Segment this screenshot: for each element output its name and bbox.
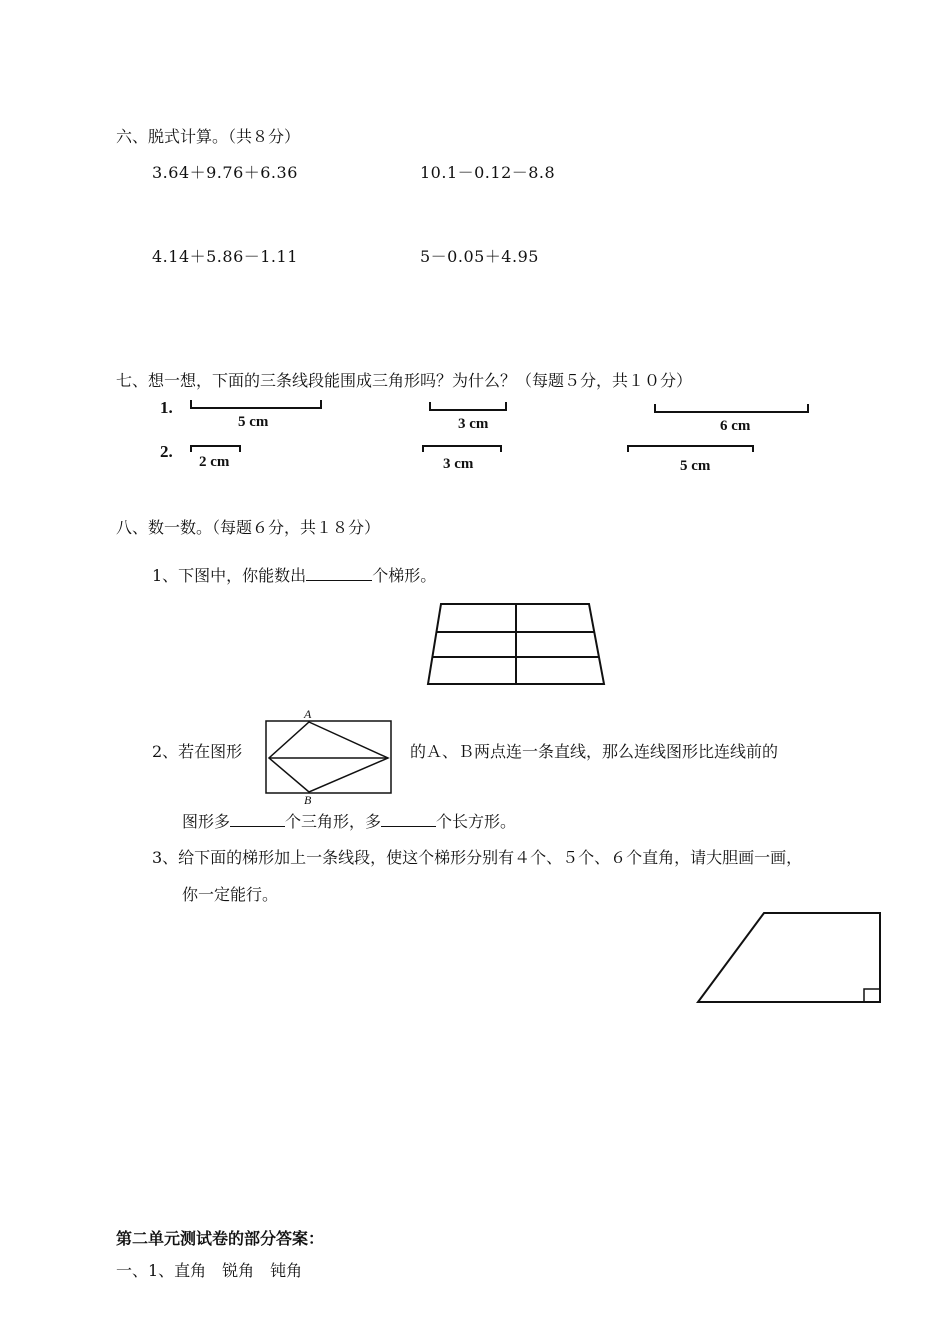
problem-1: 3.64＋9.76＋6.36 (152, 163, 298, 182)
q3-line1: 3、给下面的梯形加上一条线段，使这个梯形分别有４个、５个、６个直角，请大胆画一画， (152, 848, 803, 867)
q1-after: 个梯形。 (372, 566, 437, 585)
problem-3: 4.14＋5.86－1.11 (152, 247, 298, 266)
row1-number: 1. (160, 398, 173, 417)
section8-heading: 八、数一数。（每题６分，共１８分） (116, 518, 381, 537)
seg-label-r2-3: 5 cm (680, 458, 711, 474)
q2-line2a: 图形多 (182, 812, 231, 831)
q2-prefix: 2、若在图形 (152, 742, 243, 761)
problem-4: 5－0.05＋4.95 (420, 247, 539, 266)
section6-heading: 六、脱式计算。（共８分） (116, 127, 301, 146)
seg-label-r1-2: 3 cm (458, 416, 489, 432)
q3-line2: 你一定能行。 (182, 885, 279, 904)
seg-label-r1-3: 6 cm (720, 418, 751, 434)
q1-before: 1、下图中，你能数出 (152, 566, 307, 585)
point-b-label: B (304, 793, 312, 807)
q2-line2c: 个长方形。 (436, 812, 517, 831)
point-a-label: A (304, 707, 312, 721)
seg-label-r2-2: 3 cm (443, 456, 474, 472)
q2-suffix: 的Ａ、Ｂ两点连一条直线，那么连线图形比连线前的 (410, 742, 779, 761)
seg-label-r1-1: 5 cm (238, 414, 269, 430)
seg-label-r2-1: 2 cm (199, 454, 230, 470)
answers-line1: 一、1、直角 锐角 钝角 (116, 1261, 303, 1280)
answers-title: 第二单元测试卷的部分答案： (116, 1229, 325, 1248)
right-angle-mark (864, 989, 880, 1002)
problem-2: 10.1－0.12－8.8 (420, 163, 556, 182)
q2-line2b: 个三角形，多 (285, 812, 382, 831)
section7-heading: 七、想一想，下面的三条线段能围成三角形吗？为什么？（每题５分，共１０分） (116, 371, 693, 390)
row2-number: 2. (160, 442, 173, 461)
